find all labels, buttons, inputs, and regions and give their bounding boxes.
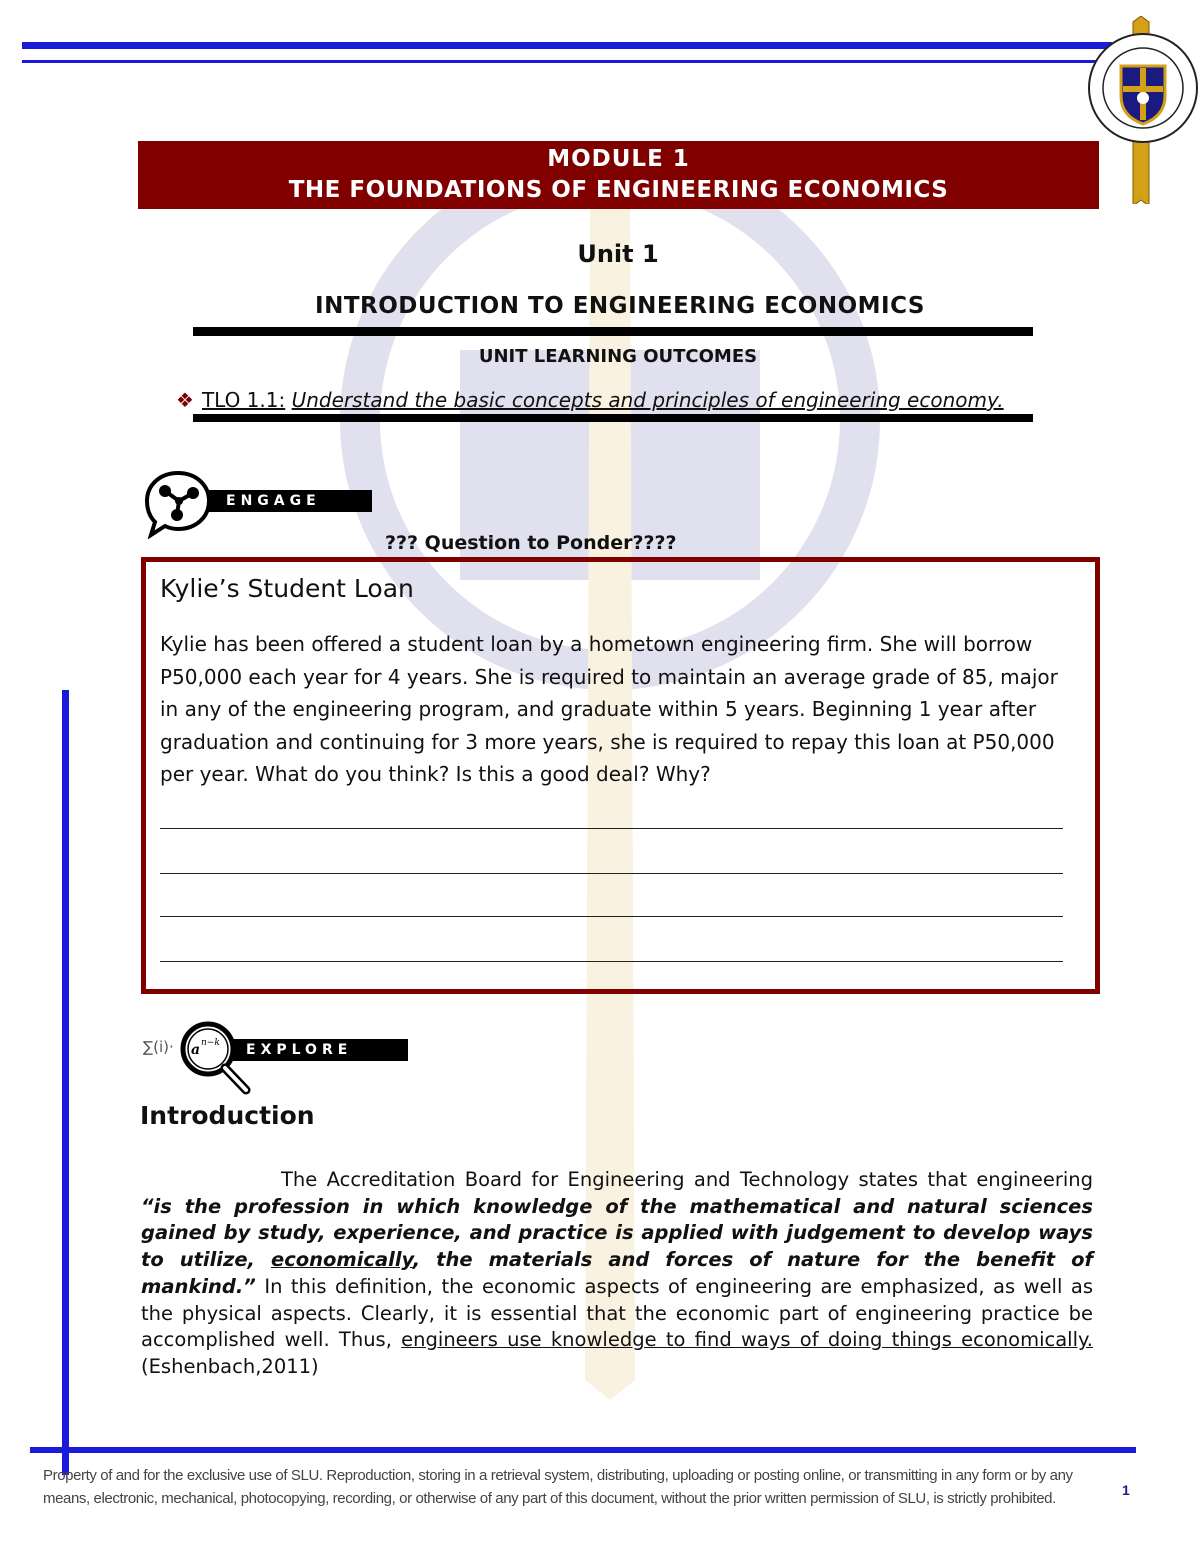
engage-badge: ENGAGE xyxy=(208,490,372,512)
top-blue-rule-thin xyxy=(22,60,1112,63)
module-banner xyxy=(138,141,1099,209)
black-divider-bottom xyxy=(193,414,1033,422)
intro-underlined-statement: engineers use knowledge to find ways of doing things economically. xyxy=(401,1328,1093,1352)
speech-bubble-network-icon xyxy=(143,469,213,539)
slu-seal-logo xyxy=(1083,16,1200,204)
answer-line[interactable] xyxy=(160,828,1063,829)
ponder-question: ??? Question to Ponder???? xyxy=(385,532,677,554)
unit-label: Unit 1 xyxy=(577,240,659,268)
black-divider-top xyxy=(193,327,1033,336)
tlo-text: Understand the basic concepts and principles of engineering economy. xyxy=(291,388,1004,412)
sum-formula-icon: ∑(i)· xyxy=(143,1038,174,1056)
tlo-code: TLO 1.1: xyxy=(201,388,286,412)
abet-quote-b: , the materials and forces of nature for the benefit of mankind.” xyxy=(141,1248,1093,1298)
abet-quote-a: “is the profession in which knowledge of the mathematical and natural sciences gained by study, experience, and practice is applied with judgement to develop ways to utilize, xyxy=(141,1194,1093,1272)
intro-lead: The Accreditation Board for Engineering and Technology states that engineering xyxy=(281,1168,1093,1191)
intro-mid: In this definition, the economic aspects of engineering are emphasized, as well as the physical aspects. Clearly, it is essential that the economic part of engineering practice be accomplished well. Thus, xyxy=(141,1274,1093,1352)
module-number: MODULE 1 xyxy=(547,146,690,172)
intro-heading: Introduction xyxy=(140,1101,315,1130)
answer-line[interactable] xyxy=(160,916,1063,917)
bottom-blue-rule xyxy=(30,1447,1136,1453)
intro-paragraph xyxy=(141,1167,1093,1381)
diamond-bullet-icon: ❖ xyxy=(176,388,194,412)
formula-exponent: n−k xyxy=(201,1038,220,1048)
copyright-footer: Property of and for the exclusive use of SLU. Reproduction, storing in a retrieval system, distributing, uploading or posting online, or transmitting in any form or by any means, electronic, mechanical, photocopying, recording, or otherwise of any part of this document, without the prior written permission of SLU, is strictly prohibited. xyxy=(43,1467,1073,1507)
abet-quote-underlined: economically xyxy=(270,1248,413,1272)
answer-line[interactable] xyxy=(160,873,1063,874)
loan-title: Kylie’s Student Loan xyxy=(160,574,414,603)
left-blue-rule xyxy=(62,690,69,1475)
module-title: THE FOUNDATIONS OF ENGINEERING ECONOMICS xyxy=(288,177,949,203)
loan-body: Kylie has been offered a student loan by a hometown engineering firm. She will borrow P50,000 each year for 4 years. She is required to maintain an average grade of 85, major in any of the engineering program, and graduate within 5 years. Beginning 1 year after graduation and continuing for 3 more years, she is required to repay this loan at P50,000 per year. What do you think? Is this a good deal? Why? xyxy=(160,632,1058,786)
intro-citation: (Eshenbach,2011) xyxy=(141,1354,319,1378)
formula-base: a xyxy=(191,1042,201,1058)
explore-badge: EXPLORE xyxy=(230,1039,408,1061)
answer-line[interactable] xyxy=(160,961,1063,962)
magnifying-glass-icon xyxy=(176,1020,256,1098)
unit-title: INTRODUCTION TO ENGINEERING ECONOMICS xyxy=(315,293,925,319)
top-blue-rule xyxy=(22,42,1112,49)
page-number: 1 xyxy=(1122,1482,1130,1498)
learning-outcomes-heading: UNIT LEARNING OUTCOMES xyxy=(478,346,758,367)
tlo-item xyxy=(176,388,1004,412)
